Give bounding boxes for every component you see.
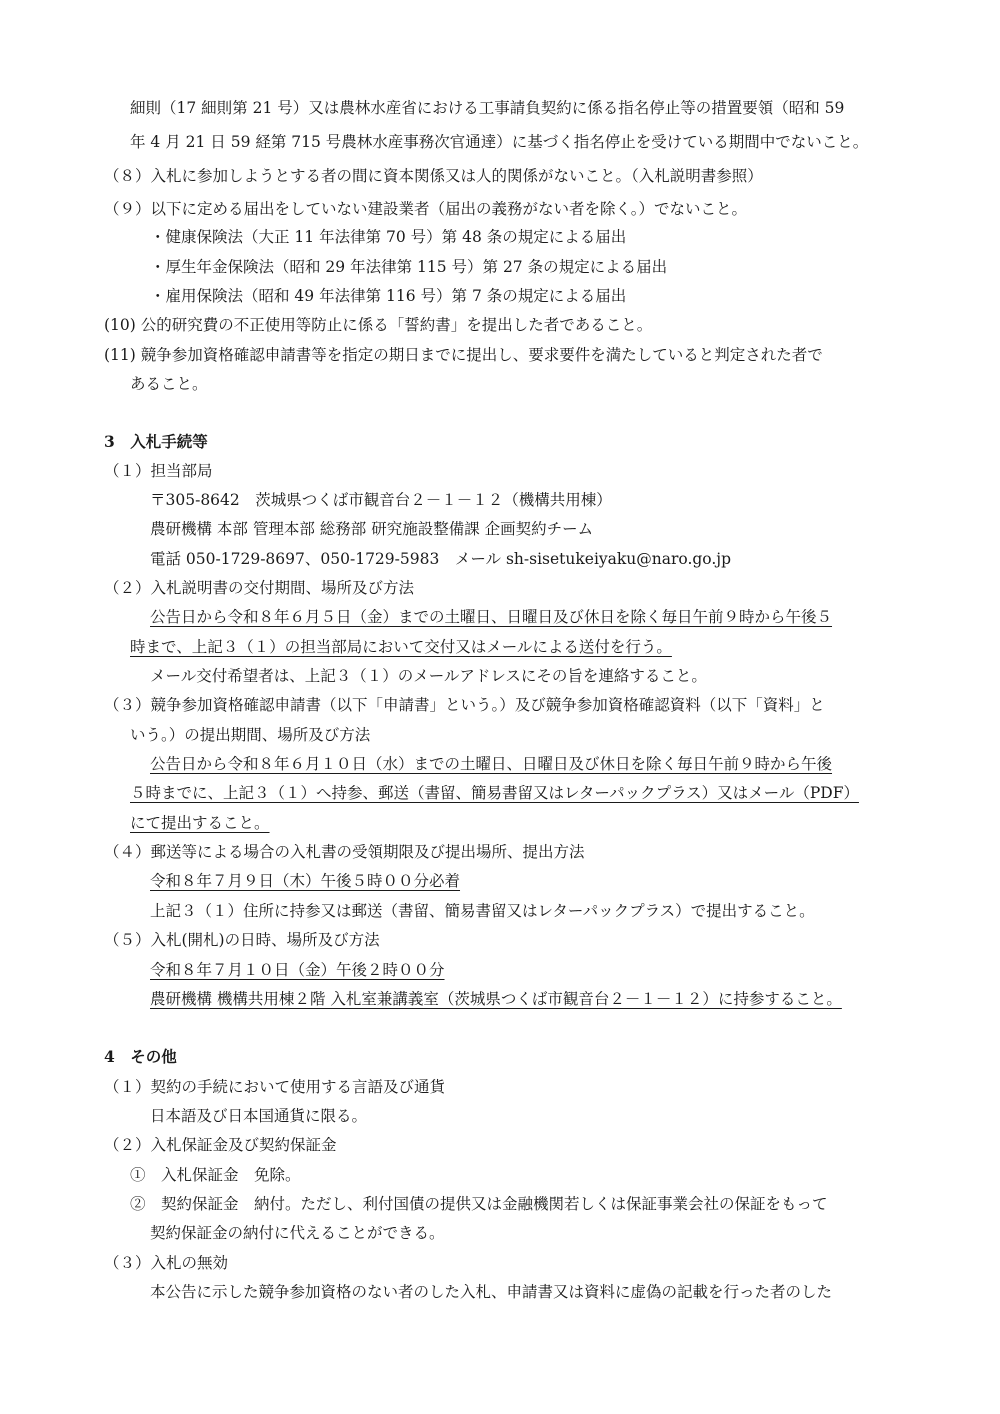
bullet-item: ・厚生年金保険法（昭和 29 年法律第 115 号）第 27 条の規定による届出 [150, 258, 668, 276]
text-line: 日本語及び日本国通貨に限る。 [150, 1107, 368, 1125]
subsection-heading: （２）入札説明書の交付期間、場所及び方法 [104, 579, 415, 597]
address-line: 〒305-8642 茨城県つくば市観音台２－１－１２（機構共用棟） [150, 491, 612, 509]
department-line: 農研機構 本部 管理本部 総務部 研究施設整備課 企画契約チーム [150, 520, 594, 538]
item-11: (11) 競争参加資格確認申請書等を指定の期日までに提出し、要求要件を満たしていると判定された者で [104, 346, 823, 364]
underlined-text: 公告日から令和８年６月１０日（水）までの土曜日、日曜日及び休日を除く毎日午前９時から午後 [150, 755, 833, 773]
item-10: (10) 公的研究費の不正使用等防止に係る「誓約書」を提出した者であること。 [104, 316, 653, 334]
subsection-heading: （３）競争参加資格確認申請書（以下「申請書」という。）及び競争参加資格確認資料（以下「資料」と [104, 696, 825, 714]
text-line: 契約保証金の納付に代えることができる。 [150, 1224, 445, 1242]
text-line: 上記３（１）住所に持参又は郵送（書留、簡易書留又はレターパックプラス）で提出すること。 [150, 902, 815, 920]
bullet-item: ・健康保険法（大正 11 年法律第 70 号）第 48 条の規定による届出 [150, 228, 627, 246]
subsection-heading: （５）入札(開札)の日時、場所及び方法 [104, 931, 380, 949]
section-heading-4: 4 その他 [104, 1047, 177, 1066]
text-line: あること。 [130, 375, 208, 393]
subsection-heading: （３）入札の無効 [104, 1254, 229, 1272]
text-line: 細則（17 細則第 21 号）又は農林水産省における工事請負契約に係る指名停止等の措置要領（昭和 59 [130, 99, 845, 117]
numbered-item: ② 契約保証金 納付。ただし、利付国債の提供又は金融機関若しくは保証事業会社の保証をもって [130, 1195, 828, 1213]
subsection-heading: （１）契約の手続において使用する言語及び通貨 [104, 1078, 446, 1096]
contact-line: 電話 050-1729-8697、050-1729-5983 メール sh-sisetukeiyaku@naro.go.jp [150, 550, 732, 568]
underlined-text: 時まで、上記３（１）の担当部局において交付又はメールによる送付を行う。 [130, 638, 672, 656]
underlined-text: 農研機構 機構共用棟２階 入札室兼講義室（茨城県つくば市観音台２－１－１２）に持参すること。 [150, 990, 842, 1008]
text-line: いう。）の提出期間、場所及び方法 [130, 726, 371, 744]
underlined-text: ５時までに、上記３（１）へ持参、郵送（書留、簡易書留又はレターパックプラス）又はメール（PDF） [130, 784, 859, 802]
text-line: メール交付希望者は、上記３（１）のメールアドレスにその旨を連絡すること。 [150, 667, 707, 685]
subsection-heading: （２）入札保証金及び契約保証金 [104, 1136, 337, 1154]
text-line: 本公告に示した競争参加資格のない者のした入札、申請書又は資料に虚偽の記載を行った者のした [150, 1283, 833, 1301]
underlined-text: 令和８年７月９日（木）午後５時００分必着 [150, 872, 461, 890]
bullet-item: ・雇用保険法（昭和 49 年法律第 116 号）第 7 条の規定による届出 [150, 287, 627, 305]
numbered-item: ① 入札保証金 免除。 [130, 1166, 301, 1184]
underlined-text: 公告日から令和８年６月５日（金）までの土曜日、日曜日及び休日を除く毎日午前９時から午後５ [150, 608, 833, 626]
underlined-text: にて提出すること。 [130, 814, 270, 832]
subsection-heading: （４）郵送等による場合の入札書の受領期限及び提出場所、提出方法 [104, 843, 585, 861]
item-9: （９）以下に定める届出をしていない建設業者（届出の義務がない者を除く。）でないこと。 [104, 200, 747, 218]
section-heading-3: 3 入札手続等 [104, 432, 208, 451]
text-line: 年 4 月 21 日 59 経第 715 号農林水産事務次官通達）に基づく指名停止を受けている期間中でないこと。 [130, 133, 869, 151]
subsection-heading: （１）担当部局 [104, 462, 213, 480]
underlined-text: 令和８年７月１０日（金）午後２時００分 [150, 961, 445, 979]
item-8: （８）入札に参加しようとする者の間に資本関係又は人的関係がないこと。（入札説明書参照） [104, 167, 763, 185]
